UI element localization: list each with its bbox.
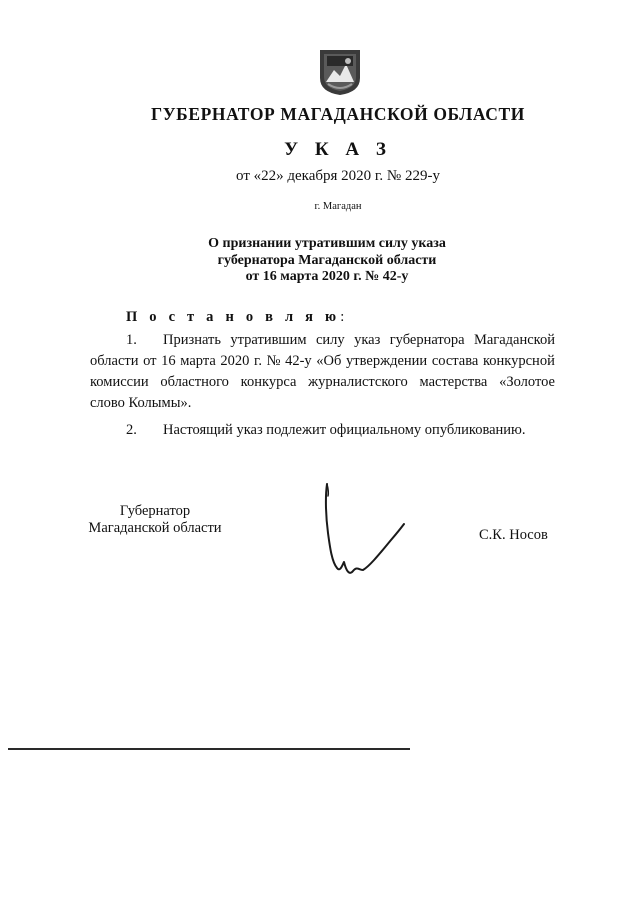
word: г.	[254, 353, 262, 369]
item-line	[90, 393, 555, 414]
word: конкурса	[240, 374, 297, 390]
item-line	[90, 330, 555, 351]
word: журналистского	[308, 374, 408, 390]
item-number: 1.	[126, 332, 137, 348]
word: утратившим	[230, 332, 307, 348]
word: слово Колымы».	[90, 395, 192, 411]
decree-date: от «22» декабря 2020 г. № 229-у	[236, 168, 440, 184]
word: указ	[354, 332, 381, 348]
subject-line: губернатора Магаданской области	[217, 252, 437, 268]
item-line	[90, 351, 555, 372]
authority-title: ГУБЕРНАТОР МАГАДАНСКОЙ ОБЛАСТИ	[150, 104, 525, 124]
decree-item-1	[90, 330, 555, 414]
word: №	[266, 353, 281, 369]
item-number-with-word	[90, 330, 221, 351]
word: области	[90, 353, 139, 369]
decree-title: У К А З	[284, 139, 392, 160]
signatory-title-line: Губернатор	[119, 503, 191, 519]
word: «Об	[316, 353, 342, 369]
footer-divider	[8, 748, 410, 750]
word: от	[143, 353, 157, 369]
word: Магаданской	[473, 332, 555, 348]
item-number: 2.	[126, 422, 137, 438]
word: областного	[160, 374, 229, 390]
decree-subject	[0, 236, 640, 286]
word: губернатора	[389, 332, 465, 348]
word: марта	[180, 353, 216, 369]
signatory-title-line: Магаданской области	[88, 520, 222, 536]
item-line	[90, 420, 555, 441]
word: комиссии	[90, 374, 149, 390]
word: состава	[431, 353, 479, 369]
word: Признать	[163, 332, 221, 348]
resolve-heading	[126, 309, 344, 326]
coat-of-arms-icon	[318, 48, 362, 96]
word: силу	[315, 332, 345, 348]
signatory-name: С.К. Носов	[479, 527, 548, 543]
item-text: Настоящий указ подлежит официальному опубликованию.	[163, 422, 526, 438]
city-name: г. Магадан	[314, 201, 362, 212]
item-line	[90, 372, 555, 393]
word: 2020	[220, 353, 250, 369]
word: «Золотое	[499, 374, 555, 390]
subject-line: О признании утратившим силу указа	[208, 236, 446, 251]
decree-item-2	[90, 420, 555, 441]
word: утверждении	[346, 353, 428, 369]
word: 16	[161, 353, 176, 369]
handwritten-signature-icon	[315, 478, 411, 580]
resolve-colon: :	[340, 309, 345, 325]
resolve-word: П о с т а н о в л я ю	[126, 309, 341, 325]
word: 42-у	[285, 353, 312, 369]
word: конкурсной	[482, 353, 555, 369]
word: мастерства	[419, 374, 488, 390]
subject-line: от 16 марта 2020 г. № 42-у	[245, 269, 409, 284]
signatory-title	[88, 503, 222, 537]
